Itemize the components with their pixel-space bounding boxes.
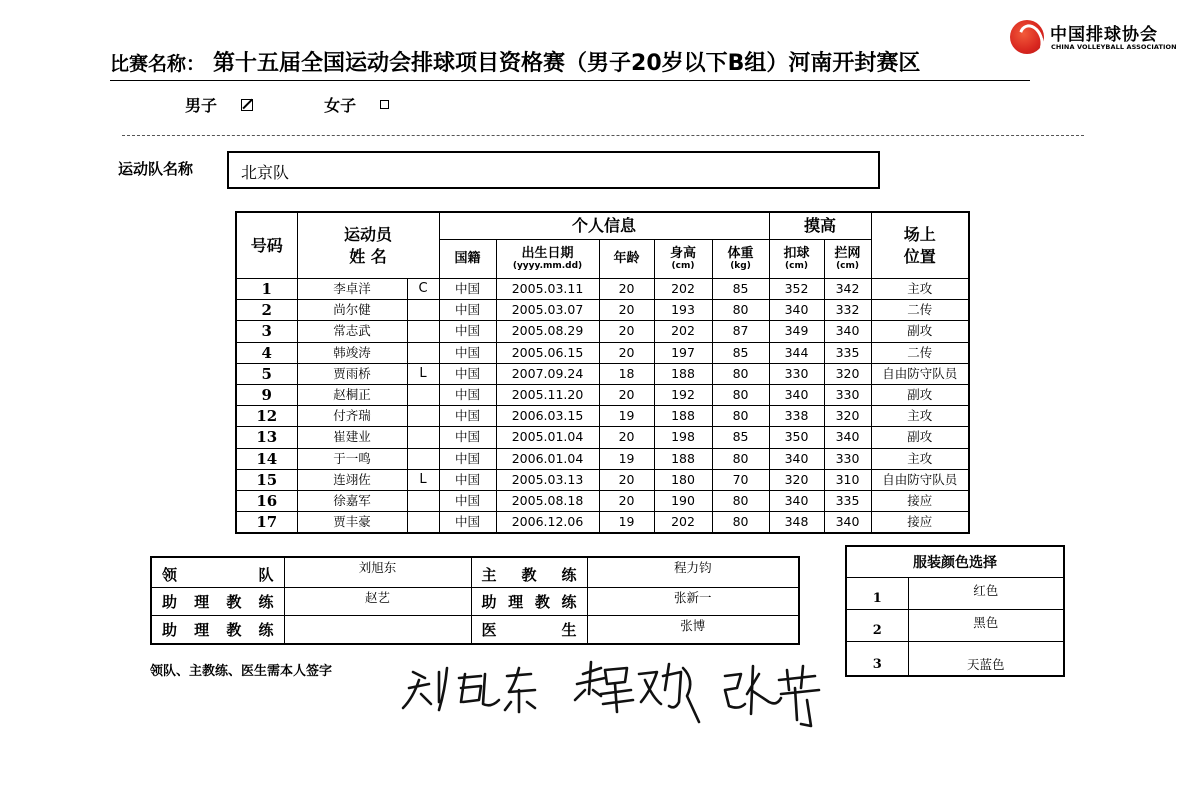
player-weight: 80 [712,300,769,321]
player-age: 20 [599,279,654,300]
header-weight-unit: (kg) [730,260,751,271]
player-spike-reach: 340 [769,448,824,469]
player-role-flag [407,321,439,342]
uniform-color-table [845,545,1065,677]
table-row [236,490,969,511]
signature-note: 领队、主教练、医生需本人签字 [150,664,333,679]
assistant-coach-value-1[interactable]: 赵艺 [284,588,471,616]
player-block-reach: 320 [824,406,871,427]
player-block-reach: 342 [824,279,871,300]
player-number: 17 [236,512,297,534]
player-age: 20 [599,469,654,490]
assistant-coach-label-1: 助理教练 [151,588,284,616]
competition-title [110,46,1030,81]
header-height [654,240,712,279]
table-row [236,342,969,363]
player-position: 自由防守队员 [871,363,969,384]
player-name: 崔建业 [297,427,407,448]
player-position: 二传 [871,300,969,321]
header-birth-label: 出生日期 [521,245,574,261]
uniform-title: 服装颜色选择 [846,546,1064,578]
header-spike [769,240,824,279]
player-age: 18 [599,363,654,384]
head-coach-value[interactable]: 程力钧 [587,557,799,588]
female-checkbox[interactable] [380,100,389,109]
header-height-label: 身高 [670,245,697,261]
header-spike-label: 扣球 [783,245,810,261]
player-weight: 80 [712,406,769,427]
player-position: 主攻 [871,279,969,300]
player-height: 197 [654,342,712,363]
male-label: 男子 [185,96,218,115]
header-reach: 摸高 [769,212,871,240]
gender-row [185,93,389,117]
player-block-reach: 335 [824,342,871,363]
player-spike-reach: 349 [769,321,824,342]
header-block-label: 拦网 [834,245,861,261]
table-row [236,448,969,469]
player-role-flag [407,490,439,511]
player-height: 188 [654,448,712,469]
logo-text-en: CHINA VOLLEYBALL ASSOCIATION [1051,43,1177,51]
player-weight: 80 [712,363,769,384]
player-block-reach: 330 [824,448,871,469]
player-height: 193 [654,300,712,321]
player-block-reach: 340 [824,427,871,448]
player-weight: 80 [712,490,769,511]
player-number: 15 [236,469,297,490]
player-age: 20 [599,490,654,511]
header-weight [712,240,769,279]
player-spike-reach: 320 [769,469,824,490]
player-height: 202 [654,512,712,534]
header-block-unit: (cm) [836,260,860,271]
player-spike-reach: 340 [769,300,824,321]
player-name: 贾雨桥 [297,363,407,384]
player-role-flag [407,427,439,448]
association-logo [1010,18,1177,58]
uniform-color-1[interactable]: 红色 [908,578,1064,610]
player-nationality: 中国 [439,384,496,405]
signature-head-coach [575,662,699,722]
player-height: 188 [654,406,712,427]
signature-leader [403,668,535,712]
doctor-label: 医生 [471,616,587,645]
player-position: 自由防守队员 [871,469,969,490]
doctor-value[interactable]: 张博 [587,616,799,645]
player-spike-reach: 330 [769,363,824,384]
player-birth-date: 2005.11.20 [496,384,599,405]
dashed-divider [122,135,1084,136]
header-birth-format: (yyyy.mm.dd) [512,260,583,271]
player-role-flag [407,406,439,427]
player-role-flag [407,512,439,534]
table-row [236,469,969,490]
assistant-coach-label-3: 助理教练 [471,588,587,616]
leader-value[interactable]: 刘旭东 [284,557,471,588]
player-age: 20 [599,384,654,405]
header-nationality: 国籍 [439,240,496,279]
player-weight: 85 [712,279,769,300]
player-birth-date: 2006.03.15 [496,406,599,427]
player-age: 19 [599,406,654,427]
player-spike-reach: 352 [769,279,824,300]
player-height: 180 [654,469,712,490]
player-birth-date: 2005.08.18 [496,490,599,511]
player-age: 20 [599,300,654,321]
header-position-line2: 位置 [903,246,936,266]
header-athlete-line2: 姓 名 [349,246,387,266]
player-nationality: 中国 [439,469,496,490]
header-age: 年龄 [599,240,654,279]
player-age: 20 [599,321,654,342]
head-coach-label: 主教练 [471,557,587,588]
player-age: 20 [599,427,654,448]
player-role-flag [407,448,439,469]
competition-label: 比赛名称： [110,53,206,75]
player-name: 徐嘉军 [297,490,407,511]
player-number: 1 [236,279,297,300]
player-name: 常志武 [297,321,407,342]
table-row [236,300,969,321]
uniform-color-3[interactable]: 天蓝色 [908,642,1064,677]
player-role-flag: L [407,469,439,490]
table-row [236,384,969,405]
player-birth-date: 2005.03.13 [496,469,599,490]
table-row [236,321,969,342]
female-label: 女子 [324,96,357,115]
header-athlete-line1: 运动员 [344,224,393,244]
player-birth-date: 2005.08.29 [496,321,599,342]
player-position: 副攻 [871,384,969,405]
player-spike-reach: 344 [769,342,824,363]
player-birth-date: 2005.03.07 [496,300,599,321]
player-position: 副攻 [871,427,969,448]
player-spike-reach: 348 [769,512,824,534]
table-row [236,406,969,427]
player-weight: 80 [712,384,769,405]
player-age: 20 [599,342,654,363]
player-name: 韩竣涛 [297,342,407,363]
player-birth-date: 2005.03.11 [496,279,599,300]
player-number: 4 [236,342,297,363]
player-age: 19 [599,448,654,469]
player-role-flag: C [407,279,439,300]
player-birth-date: 2007.09.24 [496,363,599,384]
player-height: 202 [654,321,712,342]
player-birth-date: 2006.01.04 [496,448,599,469]
player-number: 9 [236,384,297,405]
header-position-line1: 场上 [903,224,936,244]
player-position: 主攻 [871,448,969,469]
header-weight-label: 体重 [727,245,754,261]
player-block-reach: 330 [824,384,871,405]
competition-name: 第十五届全国运动会排球项目资格赛（男子20岁以下B组）河南开封赛区 [213,51,921,76]
team-name-label: 运动队名称 [118,160,194,178]
table-row [236,512,969,534]
player-weight: 80 [712,448,769,469]
staff-table [150,556,800,645]
player-weight: 85 [712,427,769,448]
player-weight: 87 [712,321,769,342]
player-nationality: 中国 [439,490,496,511]
table-row [236,363,969,384]
player-nationality: 中国 [439,406,496,427]
player-weight: 85 [712,342,769,363]
player-number: 3 [236,321,297,342]
header-spike-unit: (cm) [785,260,808,271]
header-number: 号码 [236,212,297,279]
player-role-flag [407,384,439,405]
player-position: 二传 [871,342,969,363]
male-checkbox[interactable] [241,99,253,111]
handwritten-signatures [395,650,835,735]
player-nationality: 中国 [439,427,496,448]
player-height: 188 [654,363,712,384]
player-position: 主攻 [871,406,969,427]
assistant-coach-value-2[interactable] [284,616,471,645]
player-block-reach: 335 [824,490,871,511]
team-name-field[interactable] [227,151,880,189]
player-height: 192 [654,384,712,405]
player-birth-date: 2006.12.06 [496,512,599,534]
table-row [236,427,969,448]
team-name-value: 北京队 [241,163,290,182]
player-spike-reach: 338 [769,406,824,427]
header-height-unit: (cm) [671,260,695,271]
player-height: 198 [654,427,712,448]
uniform-color-2[interactable]: 黑色 [908,610,1064,642]
player-name: 尚尔健 [297,300,407,321]
player-number: 12 [236,406,297,427]
player-name: 付齐瑞 [297,406,407,427]
assistant-coach-label-2: 助理教练 [151,616,284,645]
uniform-index-2: 2 [846,610,908,642]
player-role-flag [407,300,439,321]
player-number: 2 [236,300,297,321]
leader-label: 领队 [151,557,284,588]
player-nationality: 中国 [439,279,496,300]
roster-table [235,211,970,534]
player-nationality: 中国 [439,300,496,321]
player-weight: 70 [712,469,769,490]
header-birth [496,240,599,279]
uniform-index-3: 3 [846,642,908,677]
header-personal-info: 个人信息 [439,212,769,240]
player-position: 副攻 [871,321,969,342]
player-nationality: 中国 [439,342,496,363]
player-block-reach: 320 [824,363,871,384]
signature-doctor [725,666,819,726]
player-nationality: 中国 [439,363,496,384]
player-name: 赵桐正 [297,384,407,405]
header-position [871,212,969,279]
player-name: 连翊佐 [297,469,407,490]
player-position: 接应 [871,490,969,511]
player-nationality: 中国 [439,512,496,534]
player-number: 16 [236,490,297,511]
player-block-reach: 340 [824,512,871,534]
player-age: 19 [599,512,654,534]
uniform-index-1: 1 [846,578,908,610]
player-name: 于一鸣 [297,448,407,469]
roster-body [236,279,969,534]
player-birth-date: 2005.06.15 [496,342,599,363]
player-position: 接应 [871,512,969,534]
player-block-reach: 310 [824,469,871,490]
player-role-flag: L [407,363,439,384]
player-name: 李卓洋 [297,279,407,300]
player-height: 190 [654,490,712,511]
table-row [236,279,969,300]
player-block-reach: 332 [824,300,871,321]
player-spike-reach: 340 [769,384,824,405]
player-number: 13 [236,427,297,448]
player-weight: 80 [712,512,769,534]
header-athlete [297,212,439,279]
player-spike-reach: 340 [769,490,824,511]
player-birth-date: 2005.01.04 [496,427,599,448]
player-number: 14 [236,448,297,469]
player-nationality: 中国 [439,448,496,469]
player-role-flag [407,342,439,363]
player-number: 5 [236,363,297,384]
player-nationality: 中国 [439,321,496,342]
logo-text-cn: 中国排球协会 [1050,25,1158,45]
player-height: 202 [654,279,712,300]
assistant-coach-value-3[interactable]: 张新一 [587,588,799,616]
player-name: 贾丰豪 [297,512,407,534]
player-block-reach: 340 [824,321,871,342]
player-spike-reach: 350 [769,427,824,448]
header-block [824,240,871,279]
